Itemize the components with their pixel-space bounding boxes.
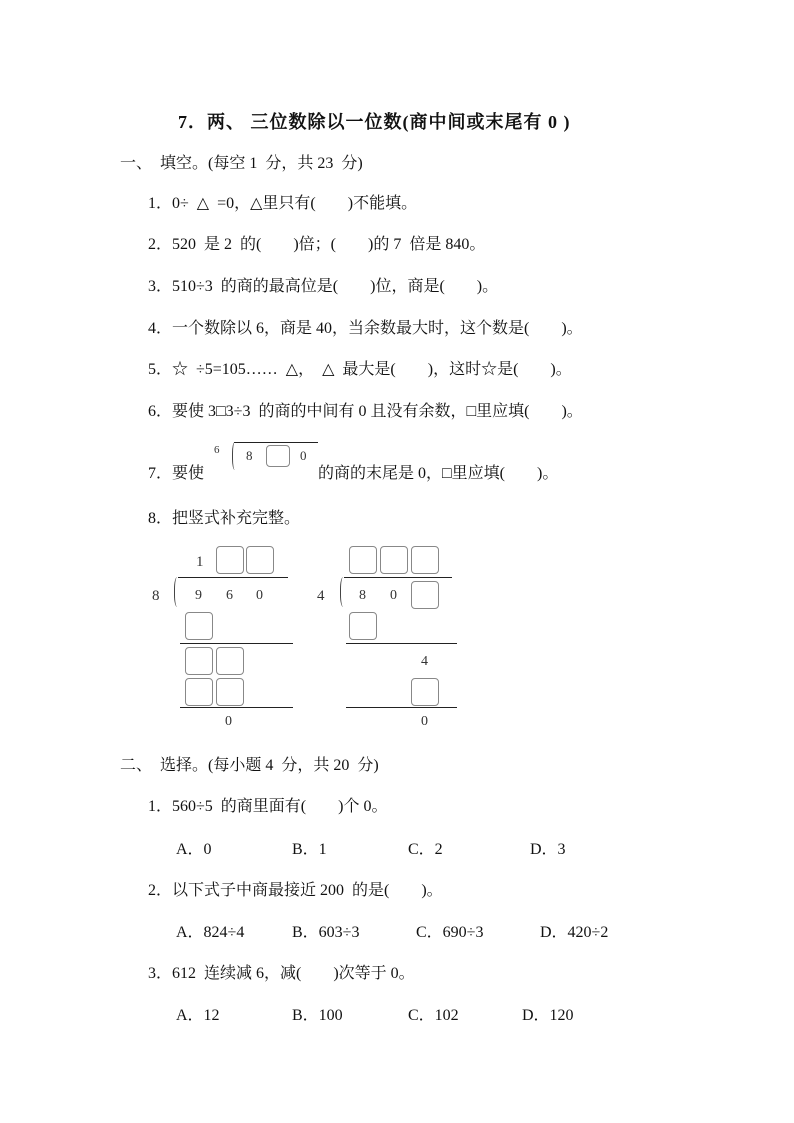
question-1-2: 2．520 是 2 的( )倍；( )的 7 倍是 840。	[148, 236, 486, 253]
division2-rule-2	[346, 707, 457, 708]
division2-dividend-box-3[interactable]	[411, 581, 439, 609]
division2-rule-1	[346, 643, 457, 644]
division2-quotient-box-1[interactable]	[349, 546, 377, 574]
division1-quotient-box-2[interactable]	[216, 546, 244, 574]
division1-bracket	[174, 577, 182, 607]
question-1-7-prefix: 7．要使	[148, 465, 205, 482]
division2-quotient-box-2[interactable]	[380, 546, 408, 574]
division1-rule-2	[180, 707, 293, 708]
inline-blank-box[interactable]	[266, 445, 290, 467]
section2-heading: 二、 选择。(每小题 4 分，共 20 分)	[120, 757, 379, 774]
q2-2-option-c[interactable]: C．690÷3	[416, 924, 484, 941]
division1-top-bar	[178, 577, 288, 578]
question-1-5: 5．☆ ÷5=105…… △， △ 最大是( )，这时☆是( )。	[148, 361, 572, 378]
division1-step2-box-2[interactable]	[216, 647, 244, 675]
q2-2-option-d[interactable]: D．420÷2	[540, 924, 609, 941]
division2-divisor: 4	[317, 588, 325, 604]
division1-dividend-digit-1: 9	[195, 588, 202, 603]
q2-1-option-d[interactable]: D．3	[530, 841, 566, 858]
page-title: 7．两、 三位数除以一位数(商中间或末尾有 0 )	[178, 112, 571, 132]
q2-3-option-c[interactable]: C．102	[408, 1007, 459, 1024]
question-2-2: 2．以下式子中商最接近 200 的是( )。	[148, 882, 443, 899]
division1-remainder: 0	[225, 714, 232, 729]
q2-1-option-c[interactable]: C．2	[408, 841, 443, 858]
division1-product2-box-2[interactable]	[216, 678, 244, 706]
section1-heading: 一、 填空。(每空 1 分，共 23 分)	[120, 155, 363, 172]
question-1-8: 8．把竖式补充完整。	[148, 510, 301, 527]
division1-product2-box-1[interactable]	[185, 678, 213, 706]
question-1-3: 3．510÷3 的商的最高位是( )位，商是( )。	[148, 278, 499, 295]
question-1-7-suffix: 的商的末尾是 0，□里应填( )。	[318, 465, 559, 482]
inline-dividend-digit-3: 0	[300, 448, 307, 463]
division1-product1-box[interactable]	[185, 612, 213, 640]
inline-dividend-digit-1: 8	[246, 448, 253, 463]
question-1-6: 6．要使 3□3÷3 的商的中间有 0 且没有余数，□里应填( )。	[148, 403, 583, 420]
division1-divisor: 8	[152, 588, 160, 604]
question-1-1: 1．0÷ △ =0，△里只有( )不能填。	[148, 195, 418, 212]
division2-remainder: 0	[421, 714, 428, 729]
question-2-1: 1．560÷5 的商里面有( )个 0。	[148, 798, 388, 815]
inline-division-bar	[234, 442, 318, 443]
question-1-4: 4．一个数除以 6，商是 40，当余数最大时，这个数是( )。	[148, 320, 583, 337]
inline-division-bracket	[232, 442, 239, 470]
question-2-3: 3．612 连续减 6，减( )次等于 0。	[148, 965, 415, 982]
division2-bracket	[340, 577, 348, 607]
division1-quotient-box-3[interactable]	[246, 546, 274, 574]
division1-dividend-digit-2: 6	[226, 588, 233, 603]
q2-3-option-d[interactable]: D．120	[522, 1007, 574, 1024]
division1-rule-1	[180, 643, 293, 644]
q2-3-option-b[interactable]: B．100	[292, 1007, 343, 1024]
q2-1-option-b[interactable]: B．1	[292, 841, 327, 858]
inline-division-figure	[214, 440, 318, 474]
division2-quotient-box-3[interactable]	[411, 546, 439, 574]
division1-dividend-digit-3: 0	[256, 588, 263, 603]
inline-divisor: 6	[214, 444, 220, 456]
q2-2-option-b[interactable]: B．603÷3	[292, 924, 360, 941]
division2-dividend-digit-1: 8	[359, 588, 366, 603]
q2-2-option-a[interactable]: A．824÷4	[176, 924, 245, 941]
division1-step2-box-1[interactable]	[185, 647, 213, 675]
division2-product1-box[interactable]	[349, 612, 377, 640]
division2-top-bar	[344, 577, 452, 578]
q2-3-option-a[interactable]: A．12	[176, 1007, 220, 1024]
q2-1-option-a[interactable]: A．0	[176, 841, 212, 858]
division2-product2-box[interactable]	[411, 678, 439, 706]
division2-middle-digit: 4	[421, 654, 428, 669]
division1-quotient-digit-1: 1	[196, 554, 204, 570]
division2-dividend-digit-2: 0	[390, 588, 397, 603]
